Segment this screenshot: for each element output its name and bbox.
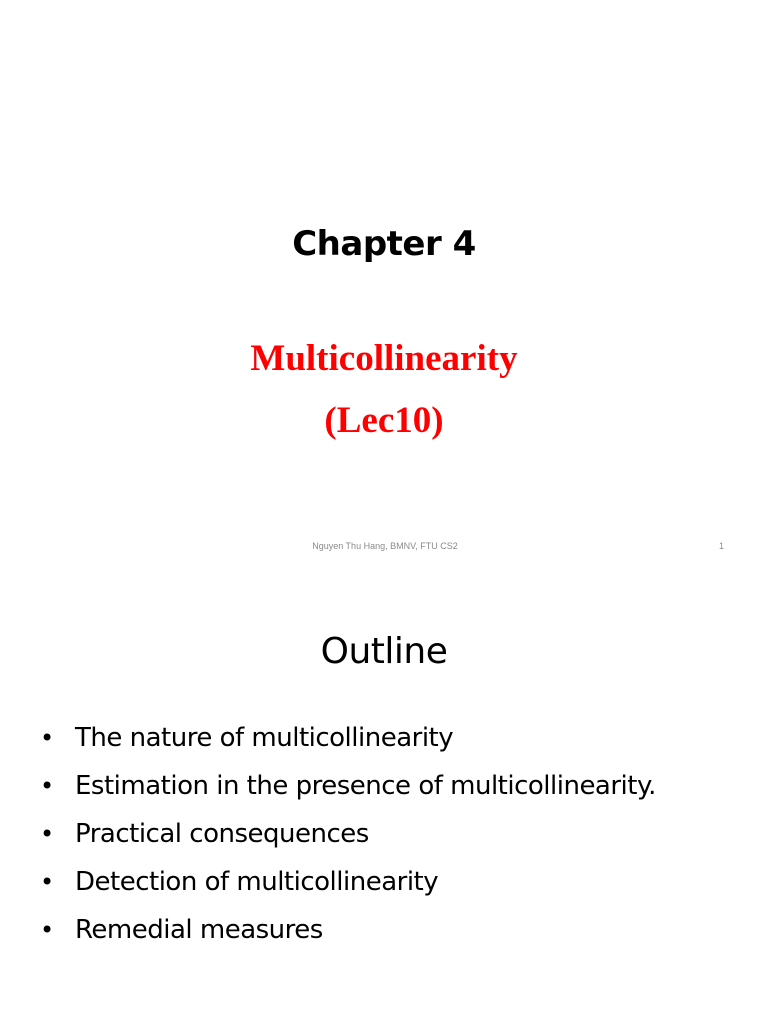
subtitle-topic: Multicollinearity xyxy=(250,338,518,379)
bullet-icon: • xyxy=(40,724,54,752)
outline-list xyxy=(40,714,760,954)
subtitle-lecture: (Lec10) xyxy=(324,400,444,441)
outline-slide xyxy=(0,576,768,1024)
slide-footer: Nguyen Thu Hang, BMNV, FTU CS2 xyxy=(312,541,458,551)
outline-item xyxy=(40,714,760,762)
bullet-icon: • xyxy=(40,916,54,944)
outline-title: Outline xyxy=(320,631,448,672)
outline-item-text: The nature of multicollinearity xyxy=(75,723,454,753)
outline-item xyxy=(40,810,760,858)
outline-item-text: Practical consequences xyxy=(75,819,369,849)
outline-item xyxy=(40,858,760,906)
bullet-icon: • xyxy=(40,820,54,848)
outline-item-text: Estimation in the presence of multicollinearity. xyxy=(75,771,656,801)
bullet-icon: • xyxy=(40,868,54,896)
outline-item xyxy=(40,762,760,810)
chapter-title: Chapter 4 xyxy=(292,224,476,264)
bullet-icon: • xyxy=(40,772,54,800)
slide-number: 1 xyxy=(718,541,724,551)
outline-item-text: Detection of multicollinearity xyxy=(75,867,439,897)
outline-item-text: Remedial measures xyxy=(75,915,323,945)
outline-item xyxy=(40,906,760,954)
